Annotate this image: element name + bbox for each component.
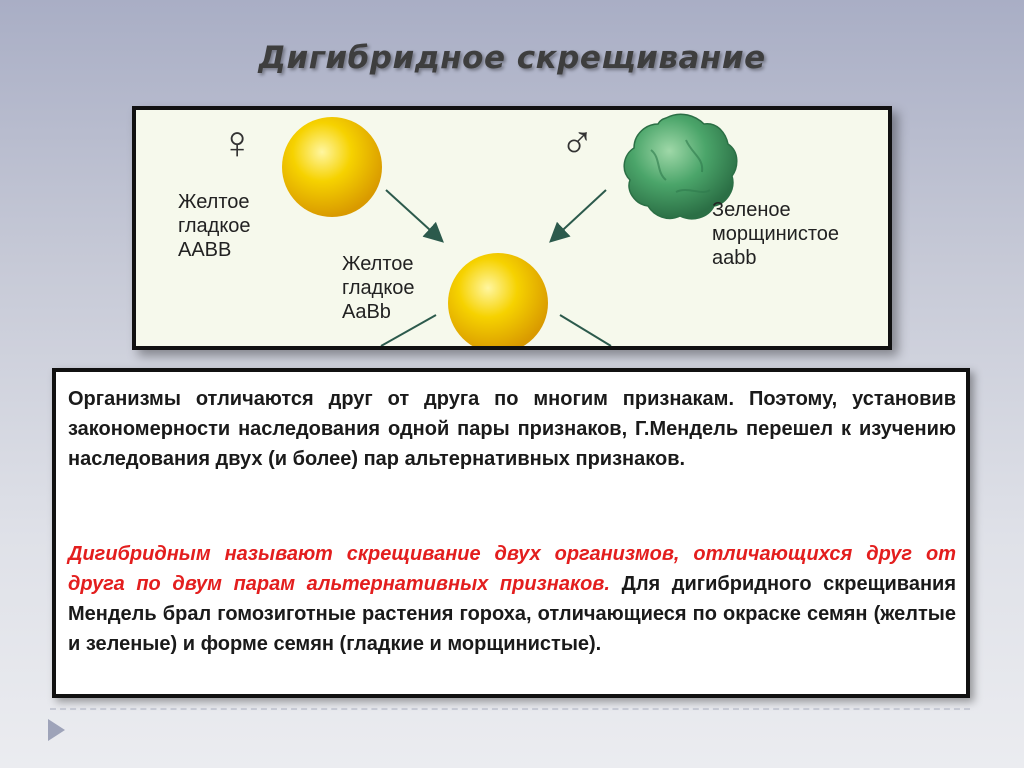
definition-highlight: Дигибридным называют скрещивание двух организмов, отличающихся друг от друга по двум парам альтернативных признаков.: [68, 543, 956, 595]
definition-rest: Для дигибридного скрещивания Мендель брал гомозиготные растения гороха, отличающиеся по окраске семян (желтые и зеленые) и форме семян (гладкие и морщинистые).: [68, 573, 957, 655]
yellow-offspring-seed: [448, 253, 548, 346]
parent-male-label: Зеленое морщинистое aabb: [712, 199, 840, 269]
paragraph-intro: Организмы отличаются друг от друга по многим признакам. Поэтому, установив закономерности наследования одной пары признаков, Г.Мендель перешел к изучению наследования двух (и более) пар альтернативных признаков.: [68, 388, 956, 470]
slide-title: Дигибридное скрещивание: [258, 40, 766, 76]
arrow-from-female: [386, 190, 441, 240]
female-symbol-icon: ♀: [220, 116, 255, 168]
offspring-label: Желтое гладкое АaBb: [342, 253, 415, 323]
parent-female-label: Желтое гладкое ААВВ: [178, 191, 251, 261]
cross-diagram: [132, 106, 892, 350]
arrow-from-male: [552, 190, 606, 240]
explanation-textbox: [52, 368, 970, 698]
male-symbol-icon: ♂: [560, 116, 595, 168]
footer-divider: [50, 708, 970, 710]
yellow-parent-seed: [282, 117, 382, 217]
next-slide-arrow-icon[interactable]: [48, 719, 65, 741]
paragraph-definition: [68, 539, 956, 659]
arrow-down-right: [560, 315, 611, 346]
